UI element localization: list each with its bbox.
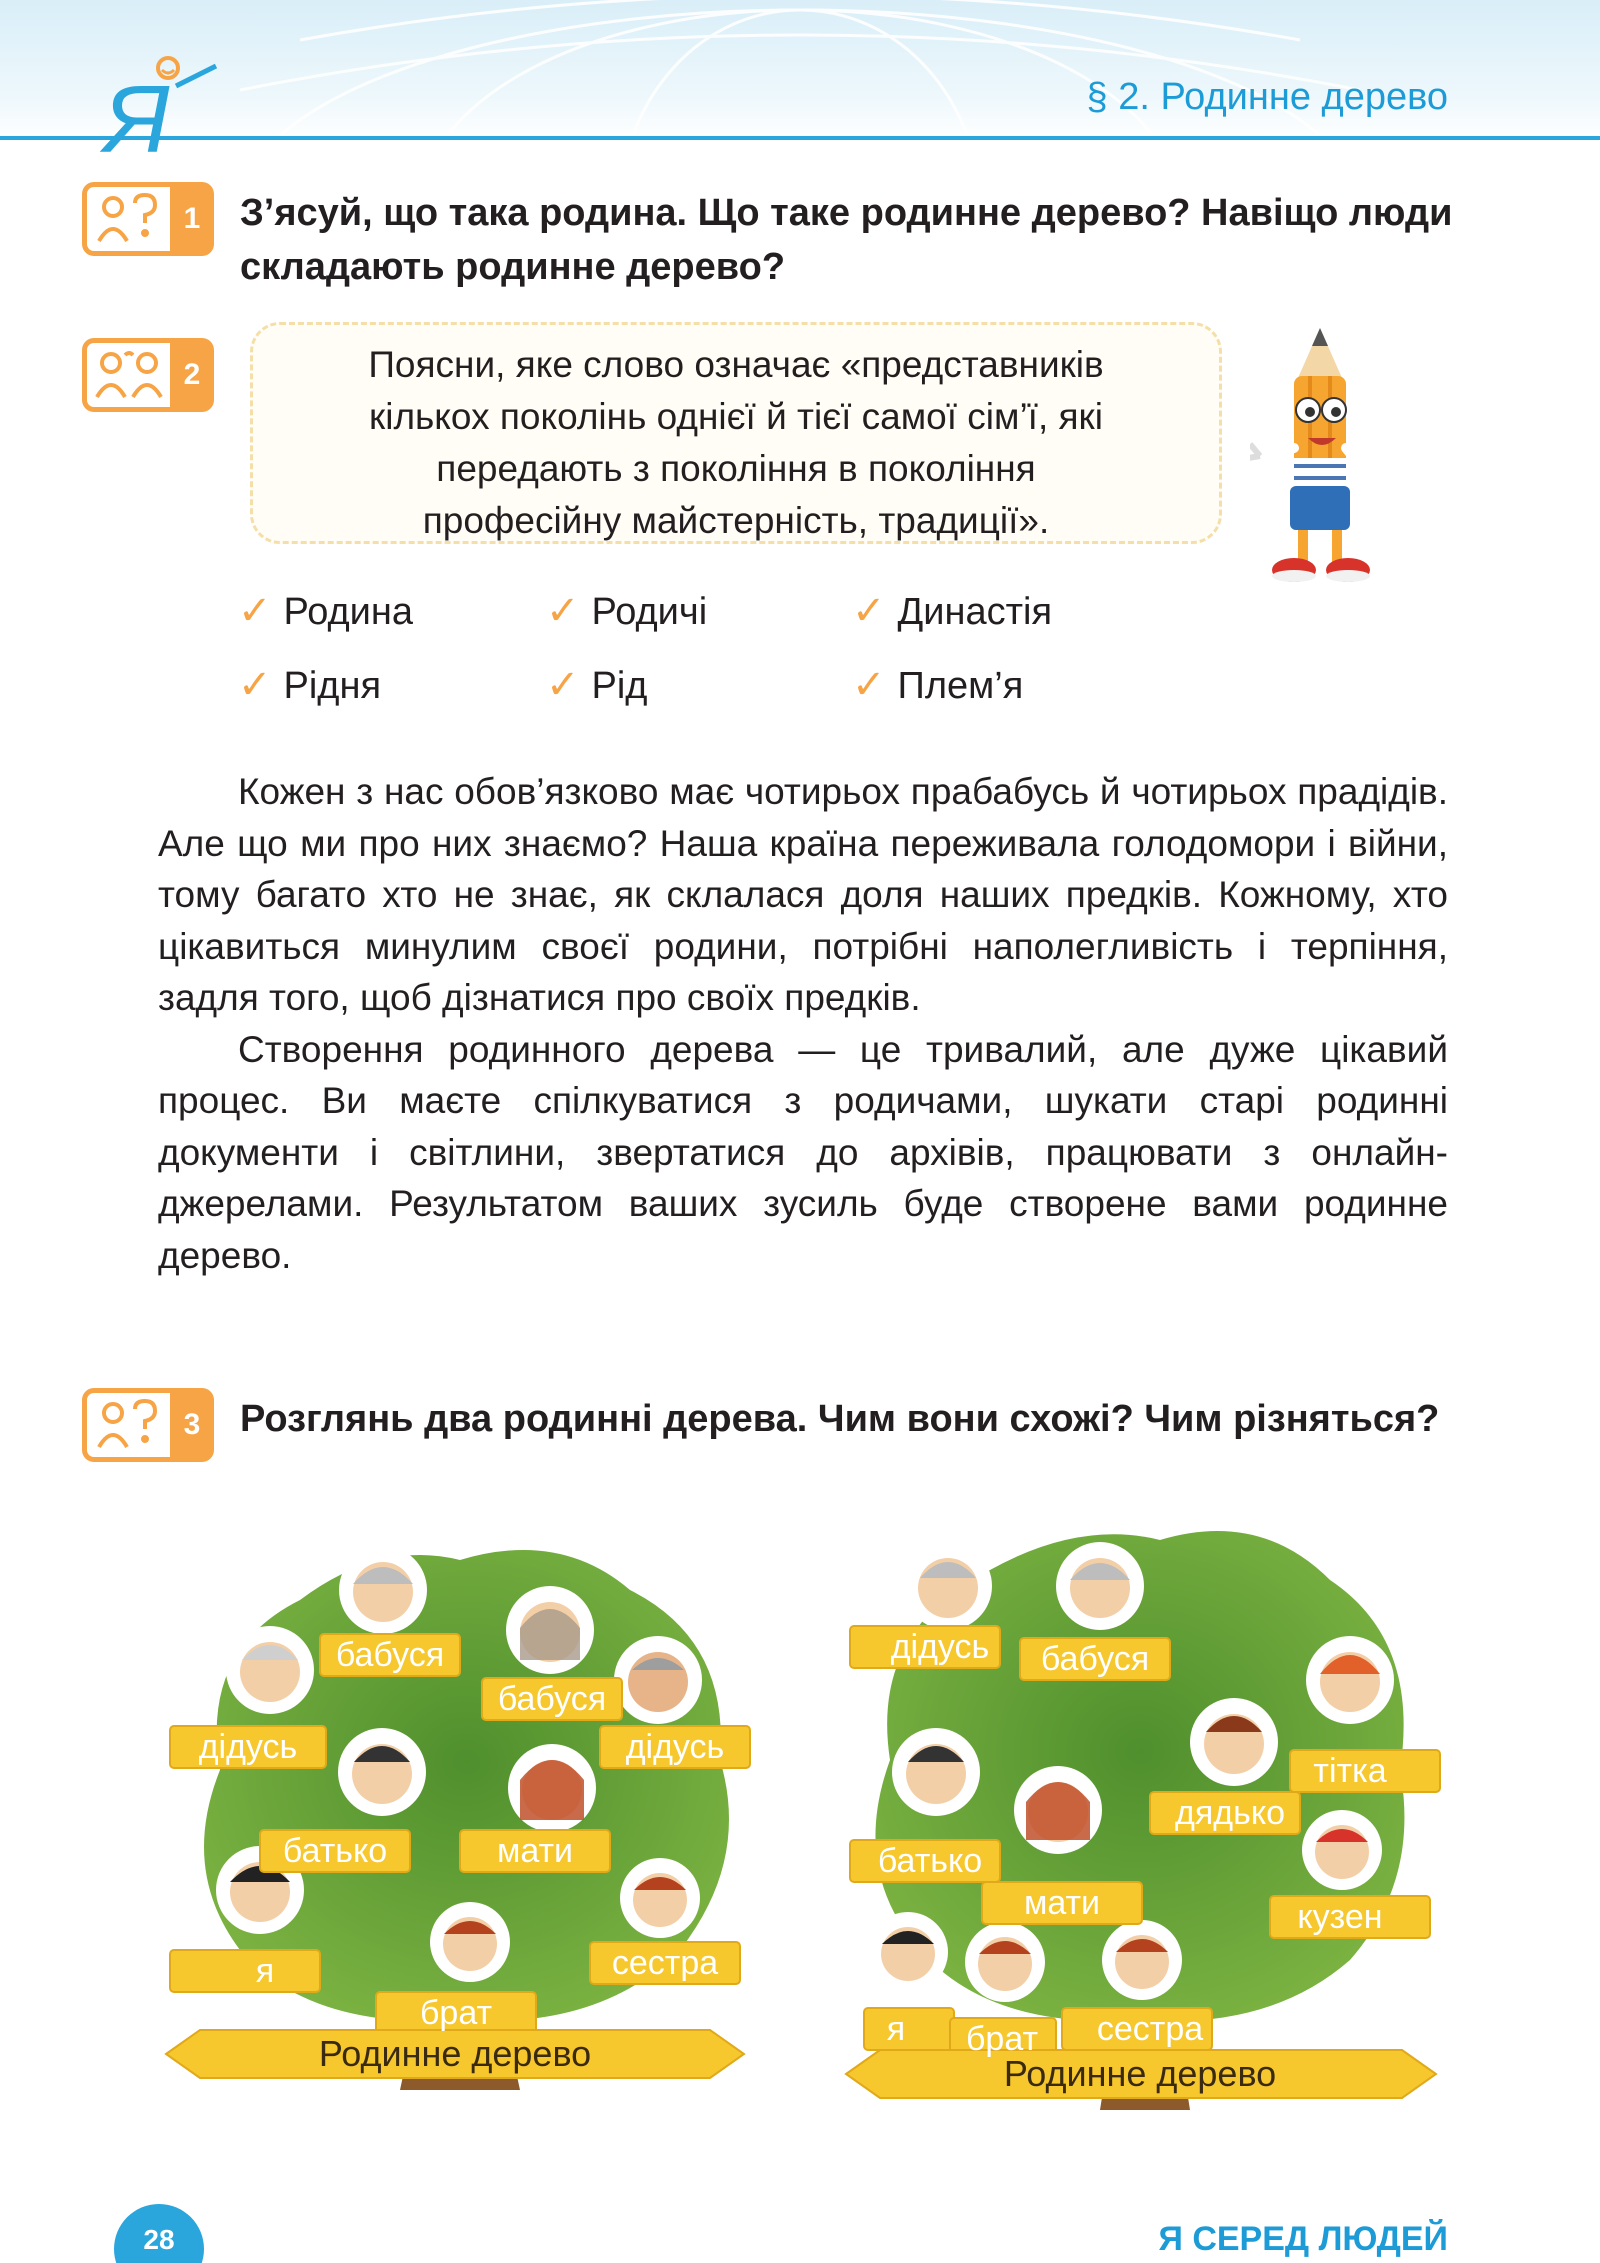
section-title: § 2. Родинне дерево	[1086, 76, 1448, 118]
option-item: ✓ Плем’я	[852, 663, 1024, 707]
checkmark-icon: ✓	[852, 589, 886, 633]
tree-label: сестра	[611, 1944, 719, 1982]
checkmark-icon: ✓	[238, 663, 272, 707]
tree-label: дідусь	[198, 1728, 298, 1766]
checkmark-icon: ✓	[852, 663, 886, 707]
option-item: ✓ Династія	[852, 589, 1053, 633]
tree-label: дядько	[1175, 1794, 1285, 1832]
family-tree-left	[160, 1530, 760, 2130]
option-item: ✓ Рідня	[238, 663, 382, 707]
speech-bubble	[250, 322, 1222, 544]
family-tree-right	[830, 1510, 1450, 2130]
task-number: 1	[170, 182, 214, 256]
tree-label: бабуся	[1040, 1640, 1150, 1678]
task-number: 2	[170, 338, 214, 412]
question-people-icon	[95, 193, 165, 245]
option-item: ✓ Родина	[238, 589, 414, 633]
header-rule	[0, 136, 1600, 140]
logo-letter: Я	[104, 66, 170, 162]
tree-label: тітка	[1313, 1752, 1387, 1790]
footer-title: Я СЕРЕД ЛЮДЕЙ	[1158, 2220, 1448, 2258]
checkmark-icon: ✓	[546, 663, 580, 707]
tree-banner: Родинне дерево	[1003, 2053, 1277, 2094]
question-people-icon	[95, 1399, 165, 1451]
tree-label: дідусь	[890, 1628, 990, 1666]
tree-label: сестра	[1096, 2010, 1204, 2048]
tree-label: бабуся	[497, 1680, 607, 1718]
globe-lines-decoration	[0, 0, 1600, 140]
task-badge	[82, 338, 214, 412]
task-badge	[82, 1388, 214, 1462]
ya-logo	[98, 52, 218, 167]
body-text	[158, 766, 1448, 1281]
speech-line: кількох поколінь однієї й тієї самої сім’ї, які	[369, 396, 1103, 437]
tree-label: брат	[965, 2020, 1039, 2058]
speech-line: Поясни, яке слово означає «представників	[368, 344, 1104, 385]
tree-label: кузен	[1297, 1898, 1383, 1936]
option-item: ✓ Рід	[546, 663, 648, 707]
speech-line: передають з покоління в покоління	[436, 448, 1036, 489]
page-number: 28	[114, 2204, 204, 2263]
tree-label: я	[255, 1952, 275, 1990]
tree-label: я	[886, 2010, 906, 2048]
tree-label: дідусь	[625, 1728, 725, 1766]
paragraph: Кожен з нас обов’язково має чотирьох прабабусь й чотирьох прадідів. Але що ми про них знаємо? Наша країна переживала голодомори і війни, тому багато хто не знає, як склалася доля наших предків. Кожному, хто цікавиться минулим своєї родини, потрібні наполегливість і терпіння, задля того, щоб дізнатися про своїх предків.	[158, 771, 1448, 1018]
discussion-people-icon	[95, 349, 165, 401]
checkmark-icon: ✓	[546, 589, 580, 633]
tree-label: мати	[1023, 1884, 1101, 1922]
checkmark-icon: ✓	[238, 589, 272, 633]
tree-label: бабуся	[335, 1636, 445, 1674]
tree-label: батько	[877, 1842, 983, 1880]
tree-label: батько	[282, 1832, 388, 1870]
pencil-mascot-illustration	[1250, 318, 1470, 603]
header-band	[0, 0, 1600, 140]
option-item: ✓ Родичі	[546, 589, 708, 633]
speech-line: професійну майстерність, традиції».	[422, 500, 1050, 541]
task-number: 3	[170, 1388, 214, 1462]
tree-banner: Родинне дерево	[318, 2033, 592, 2074]
tree-label: мати	[496, 1832, 574, 1870]
paragraph: Створення родинного дерева — це тривалий, але дуже цікавий процес. Ви маєте спілкуватися з родичами, шукати старі родинні документи і світлини, звертатися до архівів, працювати з онлайн-джерелами. Результатом ваших зусиль буде створене вами родинне дерево.	[158, 1028, 1448, 1276]
task-badge	[82, 182, 214, 256]
tree-label: брат	[419, 1994, 493, 2032]
task-1-text: З’ясуй, що така родина. Що таке родинне дерево? Навіщо люди складають родинне дерево?	[240, 192, 1453, 288]
task-3-text: Розглянь два родинні дерева. Чим вони схожі? Чим різняться?	[240, 1398, 1440, 1440]
